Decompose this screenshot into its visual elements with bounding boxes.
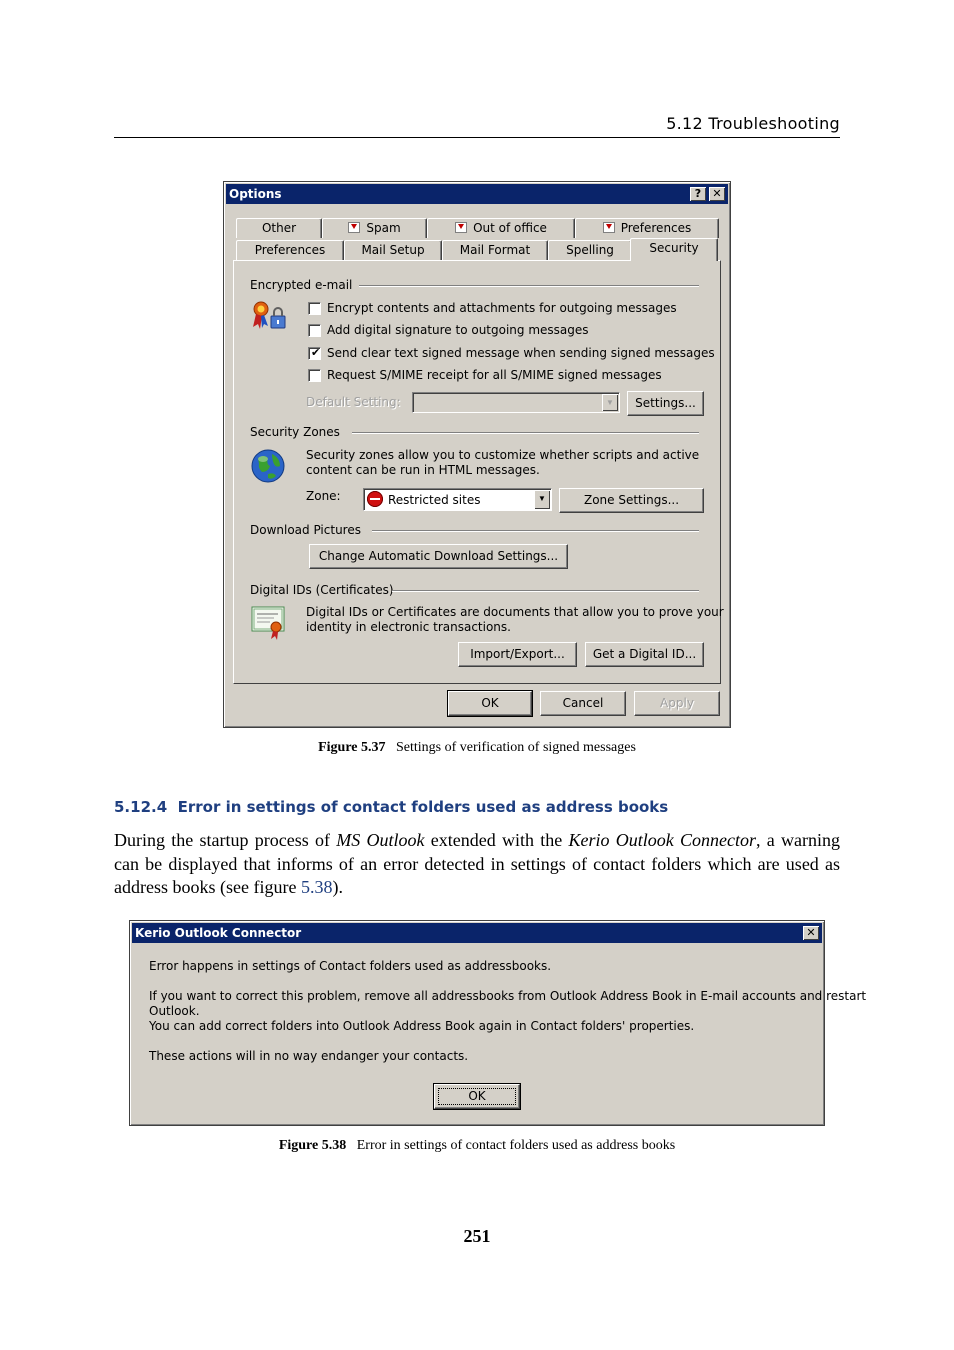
outlook-tab-icon [348, 222, 360, 233]
kerio-message-line-4: You can add correct folders into Outlook Address Book again in Contact folders' properties. [149, 1019, 695, 1033]
kerio-message-line-2: If you want to correct this problem, remove all addressbooks from Outlook Address Book in E-mail accounts and restart [149, 989, 867, 1003]
options-title: Options [229, 187, 282, 201]
body-text-run: , a warning can be displayed that informs of an error detected in settings of contact folders which are used as address books (see figure [114, 830, 840, 897]
figure-538-caption [0, 1138, 954, 1154]
group-divider [352, 432, 699, 434]
header-rule [114, 137, 840, 138]
kerio-message-line-3: Outlook. [149, 1004, 200, 1018]
kerio-titlebar[interactable] [132, 923, 822, 943]
section-heading [114, 798, 668, 816]
page-number: 251 [463, 1226, 491, 1246]
tab-label: Out of office [473, 221, 547, 235]
tab-preferences[interactable] [236, 240, 344, 260]
add-signature-label: Add digital signature to outgoing messages [327, 323, 589, 337]
certificate-icon [250, 605, 288, 641]
section-number: 5.12.4 [114, 798, 168, 816]
zones-description-2: content can be run in HTML messages. [306, 463, 540, 477]
outlook-tab-icon [455, 222, 467, 233]
figure-number: Figure 5.38 [278, 1138, 347, 1153]
change-download-settings-button[interactable]: Change Automatic Download Settings... [309, 544, 568, 569]
tab-security[interactable] [630, 238, 718, 261]
encrypted-email-label: Encrypted e-mail [250, 278, 353, 292]
options-dialog [223, 181, 731, 728]
ok-button[interactable]: OK [448, 691, 532, 716]
figure-537-caption [0, 740, 954, 756]
close-button[interactable]: ✕ [803, 926, 819, 940]
tab-out-of-office[interactable] [427, 218, 575, 238]
certificate-lock-icon [250, 299, 288, 335]
dropdown-arrow-icon[interactable]: ▼ [534, 490, 550, 509]
smime-receipt-checkbox[interactable] [308, 369, 321, 382]
close-button[interactable]: ✕ [709, 187, 725, 201]
check-mark-icon: ✔ [311, 346, 321, 359]
tab-mail-setup[interactable] [344, 240, 442, 260]
kerio-title: Kerio Outlook Connector [135, 926, 302, 940]
security-zones-label: Security Zones [250, 425, 340, 439]
default-setting-label: Default Setting: [306, 395, 401, 409]
figure-reference-link[interactable]: 5.38 [300, 877, 333, 897]
clear-text-signed-label: Send clear text signed message when sending signed messages [327, 346, 715, 360]
digital-ids-description-1: Digital IDs or Certificates are documents that allow you to prove your [306, 605, 724, 619]
zone-label: Zone: [306, 489, 341, 503]
tab-label: Spam [366, 221, 401, 235]
help-button[interactable]: ? [690, 187, 706, 201]
ok-label: OK [438, 1088, 516, 1105]
apply-button[interactable]: Apply [634, 691, 720, 716]
tab-other[interactable] [236, 218, 322, 238]
restricted-sites-icon [367, 491, 383, 507]
body-paragraph [114, 829, 840, 900]
download-pictures-label: Download Pictures [250, 523, 361, 537]
figure-number: Figure 5.37 [318, 740, 386, 755]
zones-description-1: Security zones allow you to customize whether scripts and active [306, 448, 700, 462]
get-digital-id-button[interactable]: Get a Digital ID... [585, 642, 704, 667]
tab-label: Preferences [620, 221, 692, 235]
globe-icon [250, 448, 286, 484]
zone-value: Restricted sites [388, 493, 481, 507]
smime-receipt-label: Request S/MIME receipt for all S/MIME signed messages [327, 368, 662, 382]
kerio-ok-button[interactable] [434, 1084, 520, 1109]
figure-text: Settings of verification of signed messages [396, 740, 636, 755]
tab-label: Preferences [254, 243, 326, 257]
tab-spelling[interactable] [548, 240, 632, 260]
clear-text-signed-checkbox[interactable] [308, 347, 321, 360]
tab-label: Other [261, 221, 297, 235]
body-emphasis: Kerio Outlook Connector [568, 830, 756, 850]
figure-text: Error in settings of contact folders used as address books [356, 1138, 676, 1153]
body-text-run: During the startup process of [114, 830, 337, 850]
dropdown-arrow-icon[interactable]: ▼ [602, 394, 618, 411]
digital-ids-description-2: identity in electronic transactions. [306, 620, 511, 634]
tab-label: Spelling [566, 243, 614, 257]
default-setting-select[interactable] [412, 392, 620, 413]
tab-spam[interactable] [322, 218, 427, 238]
cancel-button[interactable]: Cancel [540, 691, 626, 716]
tab-mail-format[interactable] [442, 240, 548, 260]
encrypt-contents-checkbox[interactable] [308, 302, 321, 315]
kerio-dialog [129, 920, 867, 1126]
group-divider [359, 285, 699, 287]
body-text-run: extended with the [424, 830, 569, 850]
running-header: 5.12 Troubleshooting [666, 114, 840, 133]
tab-preferences-kerio[interactable] [575, 218, 719, 238]
group-divider [392, 590, 699, 592]
settings-button[interactable]: Settings... [627, 391, 704, 416]
tab-label: Security [649, 241, 699, 255]
section-title: Error in settings of contact folders used as address books [177, 798, 669, 816]
encrypt-contents-label: Encrypt contents and attachments for outgoing messages [327, 301, 677, 315]
add-signature-checkbox[interactable] [308, 324, 321, 337]
options-titlebar[interactable] [226, 184, 728, 204]
outlook-tab-icon [603, 222, 615, 233]
kerio-message-line-5: These actions will in no way endanger your contacts. [149, 1049, 469, 1063]
security-panel [233, 260, 724, 684]
tab-label: Mail Setup [361, 243, 425, 257]
body-emphasis: MS Outlook [336, 830, 425, 850]
body-text-run: ). [332, 877, 343, 897]
group-divider [372, 530, 699, 532]
import-export-button[interactable]: Import/Export... [458, 642, 577, 667]
tab-label: Mail Format [459, 243, 531, 257]
zone-settings-button[interactable]: Zone Settings... [559, 488, 704, 513]
digital-ids-label: Digital IDs (Certificates) [250, 583, 394, 597]
kerio-message-line-1: Error happens in settings of Contact folders used as addressbooks. [149, 959, 552, 973]
zone-select[interactable] [363, 488, 552, 511]
